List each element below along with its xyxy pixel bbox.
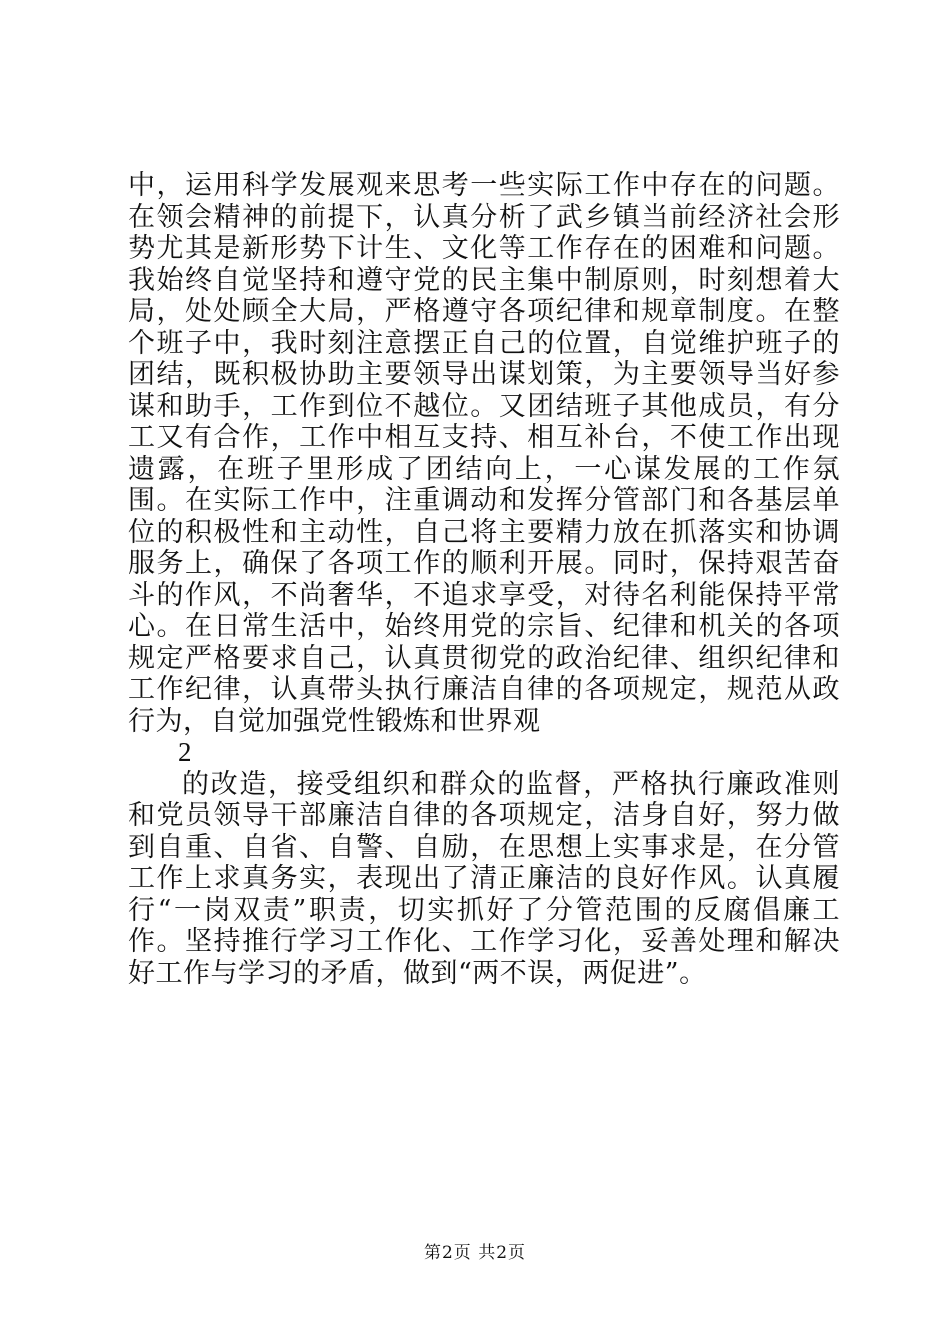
- body-paragraph-1: 中，运用科学发展观来思考一些实际工作中存在的问题。在领会精神的前提下，认真分析了武乡镇当前经济社会形势尤其是新形势下计生、文化等工作存在的困难和问题。我始终自觉坚持和遵守党的民主集中制原则，时刻想着大局，处处顾全大局，严格遵守各项纪律和规章制度。在整个班子中，我时刻注意摆正自己的位置，自觉维护班子的团结，既积极协助主要领导出谋划策，为主要领导当好参谋和助手，工作到位不越位。又团结班子其他成员，有分工又有合作，工作中相互支持、相互补台，不使工作出现遗露，在班子里形成了团结向上，一心谋发展的工作氛围。在实际工作中，注重调动和发挥分管部门和各基层单位的积极性和主动性，自己将主要精力放在抓落实和协调服务上，确保了各项工作的顺利开展。同时，保持艰苦奋斗的作风，不尚奢华，不追求享受，对待名利能保持平常心。在日常生活中，始终用党的宗旨、纪律和机关的各项规定严格要求自己，认真贯彻党的政治纪律、组织纪律和工作纪律，认真带头执行廉洁自律的各项规定，规范从政行为，自觉加强党性锻炼和世界观: [128, 170, 840, 737]
- inline-page-marker: 2: [178, 737, 192, 767]
- body-paragraph-2: 的改造，接受组织和群众的监督，严格执行廉政准则和党员领导干部廉洁自律的各项规定，洁身自好，努力做到自重、自省、自警、自励，在思想上实事求是，在分管工作上求真务实，表现出了清正廉洁的良好作风。认真履行“一岗双责”职责，切实抓好了分管范围的反腐倡廉工作。坚持推行学习工作化、工作学习化，妥善处理和解决好工作与学习的矛盾，做到“两不误，两促进”。: [128, 768, 840, 989]
- page-footer: 第2页 共2页: [423, 1243, 527, 1263]
- document-body: [128, 170, 840, 989]
